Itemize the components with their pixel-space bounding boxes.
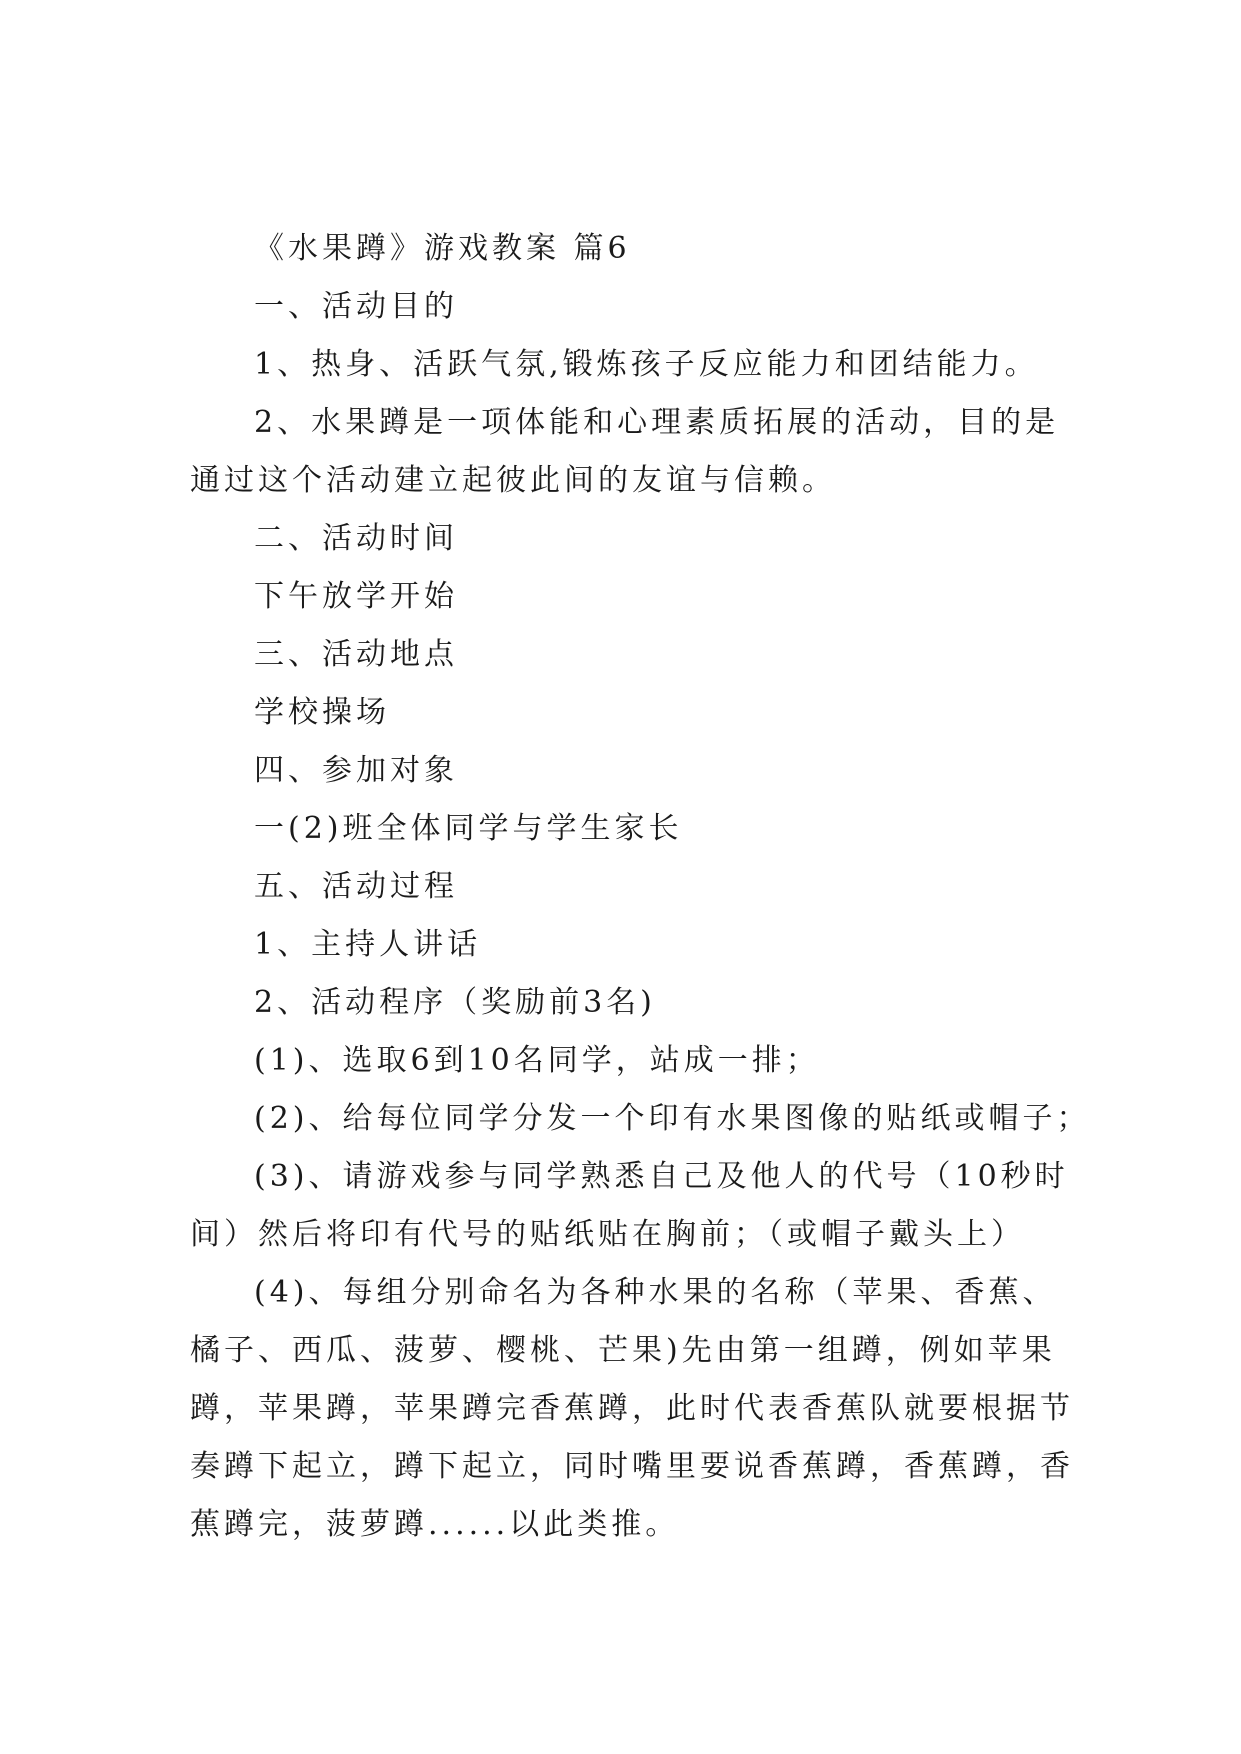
- paragraph-line: 通过这个活动建立起彼此间的友谊与信赖。: [190, 463, 836, 498]
- paragraph-line: 学校操场: [254, 695, 390, 730]
- paragraph-line: 1、热身、活跃气氛,锻炼孩子反应能力和团结能力。: [254, 347, 1039, 382]
- section-heading-time: 二、活动时间: [254, 521, 458, 556]
- paragraph-line: 2、水果蹲是一项体能和心理素质拓展的活动，目的是: [254, 405, 1060, 440]
- doc-title: 《水果蹲》游戏教案 篇6: [254, 231, 631, 266]
- paragraph-line: 1、主持人讲话: [254, 927, 482, 962]
- section-heading-participants: 四、参加对象: [254, 753, 458, 788]
- paragraph-line: 橘子、西瓜、菠萝、樱桃、芒果)先由第一组蹲，例如苹果: [190, 1333, 1056, 1368]
- paragraph-line: (2)、给每位同学分发一个印有水果图像的贴纸或帽子；: [254, 1101, 1091, 1136]
- paragraph-line: 下午放学开始: [254, 579, 458, 614]
- document-body: [190, 220, 1091, 1554]
- paragraph-line: (1)、选取6到10名同学，站成一排；: [254, 1043, 820, 1078]
- section-heading-location: 三、活动地点: [254, 637, 458, 672]
- paragraph-line: 奏蹲下起立，蹲下起立，同时嘴里要说香蕉蹲，香蕉蹲，香: [190, 1449, 1074, 1484]
- paragraph-line: 蕉蹲完，菠萝蹲......以此类推。: [190, 1507, 680, 1542]
- paragraph-line: 蹲，苹果蹲，苹果蹲完香蕉蹲，此时代表香蕉队就要根据节: [190, 1391, 1074, 1426]
- section-heading-purpose: 一、活动目的: [254, 289, 458, 324]
- section-heading-process: 五、活动过程: [254, 869, 458, 904]
- paragraph-line: 间）然后将印有代号的贴纸贴在胸前；（或帽子戴头上）: [190, 1217, 1025, 1252]
- paragraph-line: 一(2)班全体同学与学生家长: [254, 811, 683, 846]
- paragraph-line: (4)、每组分别命名为各种水果的名称（苹果、香蕉、: [254, 1275, 1057, 1310]
- paragraph-line: 2、活动程序（奖励前3名): [254, 985, 656, 1020]
- paragraph-line: (3)、请游戏参与同学熟悉自己及他人的代号（10秒时: [254, 1159, 1069, 1194]
